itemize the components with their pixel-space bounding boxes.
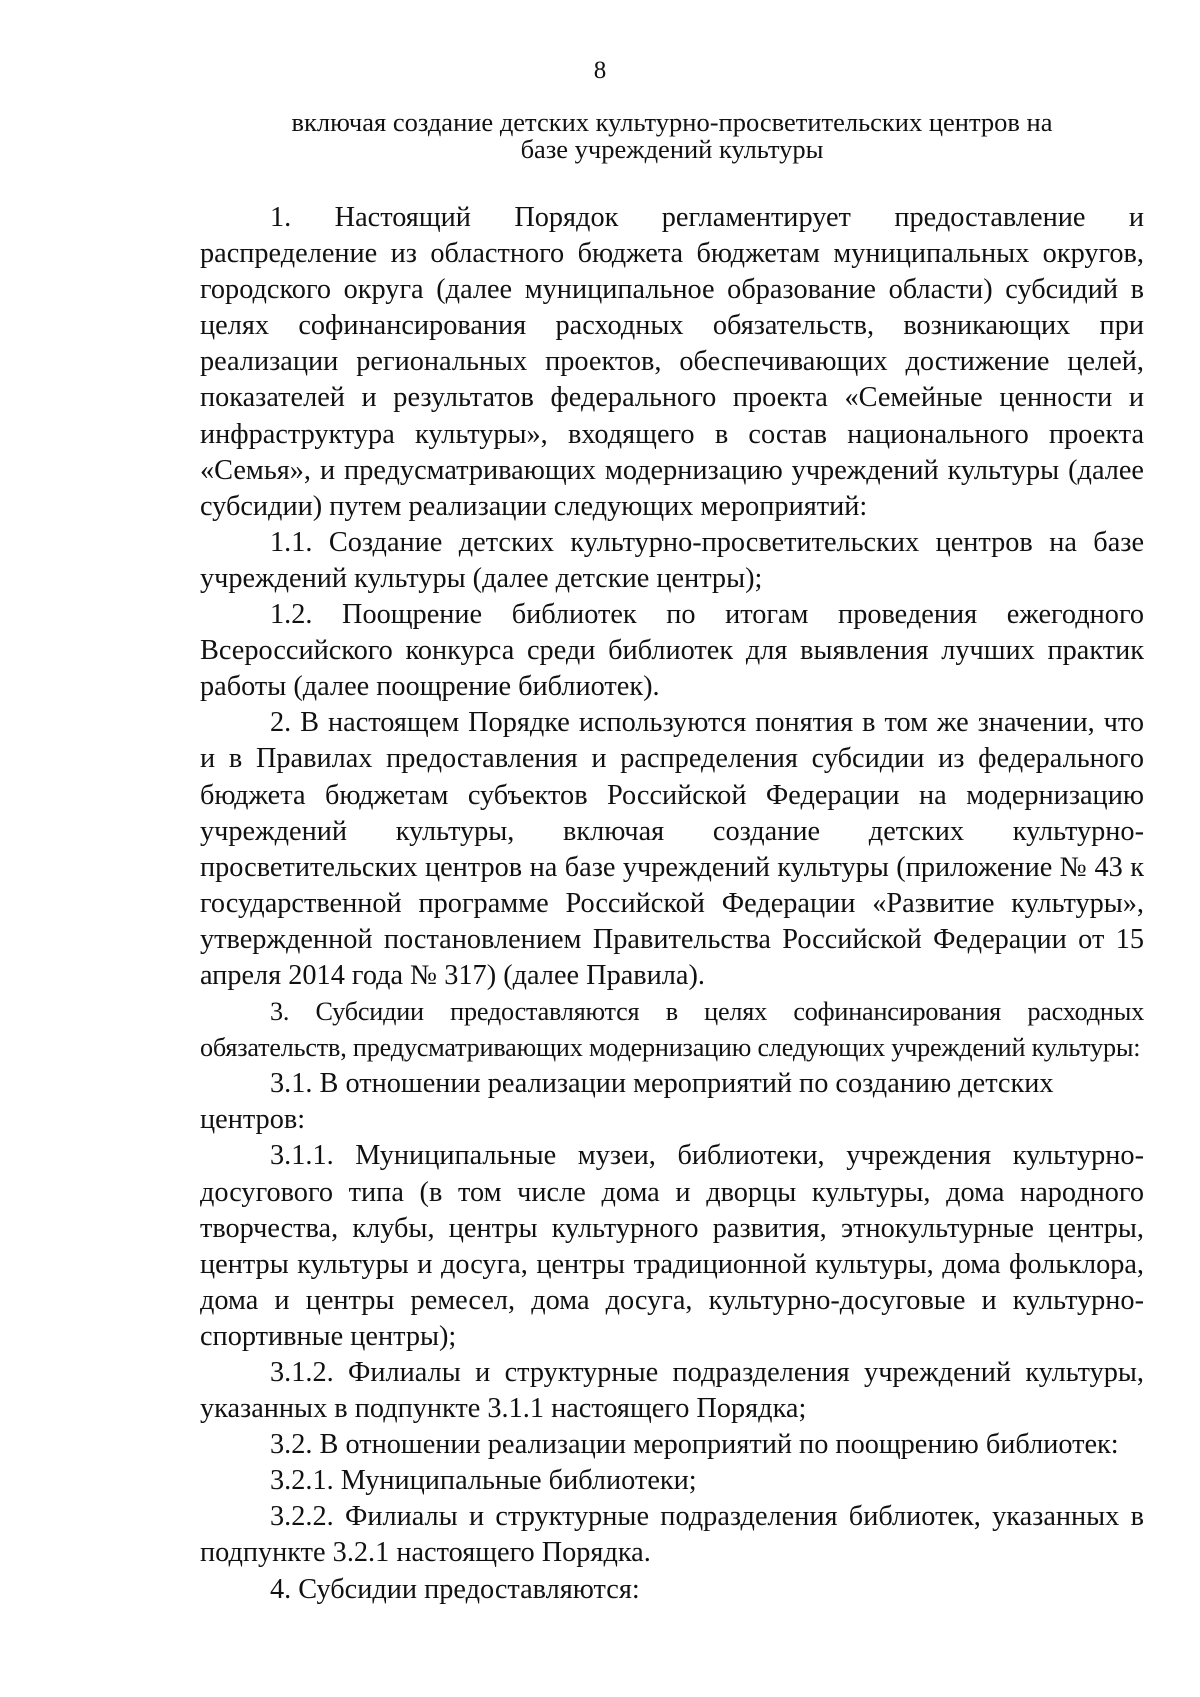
paragraph-3: 3. Субсидии предоставляются в целях софинансирования расходных обязательств, предусматривающих модернизацию следующих учреждений культуры: (200, 997, 1144, 1063)
paragraph-3-2: 3.2. В отношении реализации мероприятий по поощрению библиотек: (270, 1429, 1119, 1461)
paragraph-3-1-2: 3.1.2. Филиалы и структурные подразделения учреждений культуры, указанных в подпункте 3.1.1 настоящего Порядка; (200, 1357, 1144, 1425)
heading-line-2: базе учреждений культуры (520, 134, 824, 164)
paragraph-3-1: 3.1. В отношении реализации мероприятий по созданию детских центров: (200, 1068, 1054, 1136)
heading-line-1: включая создание детских культурно-просветительских центров на (291, 107, 1053, 137)
paragraph-3-2-2: 3.2.2. Филиалы и структурные подразделения библиотек, указанных в подпункте 3.2.1 настоящего Порядка. (200, 1501, 1144, 1569)
paragraph-1: 1. Настоящий Порядок регламентирует предоставление и распределение из областного бюджета бюджетам муниципальных округов, городского округа (далее муниципальное образование области) субсидий в целях софинансирования расходных обязательств, возникающих при реализации региональных проектов, обеспечивающих достижение целей, показателей и результатов федерального проекта «Семейные ценности и инфраструктура культуры», входящего в состав национального проекта «Семья», и предусматривающих модернизацию учреждений культуры (далее субсидии) путем реализации следующих мероприятий: (200, 202, 1144, 522)
section-heading (200, 109, 1144, 163)
paragraph-1-2: 1.2. Поощрение библиотек по итогам проведения ежегодного Всероссийского конкурса среди библиотек для выявления лучших практик работы (далее поощрение библиотек). (200, 599, 1144, 703)
paragraph-4: 4. Субсидии предоставляются: (270, 1573, 640, 1605)
page-number: 8 (593, 57, 607, 84)
document-body (200, 200, 1144, 1608)
paragraph-3-1-1: 3.1.1. Муниципальные музеи, библиотеки, учреждения культурно-досугового типа (в том числе дома и дворцы культуры, дома народного творчества, клубы, центры культурного развития, этнокультурные центры, центры культуры и досуга, центры традиционной культуры, дома фольклора, дома и центры ремесел, дома досуга, культурно-досуговые и культурно-спортивные центры); (200, 1140, 1144, 1352)
paragraph-1-1: 1.1. Создание детских культурно-просветительских центров на базе учреждений культуры (далее детские центры); (200, 526, 1144, 594)
paragraph-2: 2. В настоящем Порядке используются понятия в том же значении, что и в Правилах предоставления и распределения субсидии из федерального бюджета бюджетам субъектов Российской Федерации на модернизацию учреждений культуры, включая создание детских культурно-просветительских центров на базе учреждений культуры (приложение № 43 к государственной программе Российской Федерации «Развитие культуры», утвержденной постановлением Правительства Российской Федерации от 15 апреля 2014 года № 317) (далее Правила). (200, 707, 1144, 991)
paragraph-3-2-1: 3.2.1. Муниципальные библиотеки; (270, 1465, 697, 1497)
